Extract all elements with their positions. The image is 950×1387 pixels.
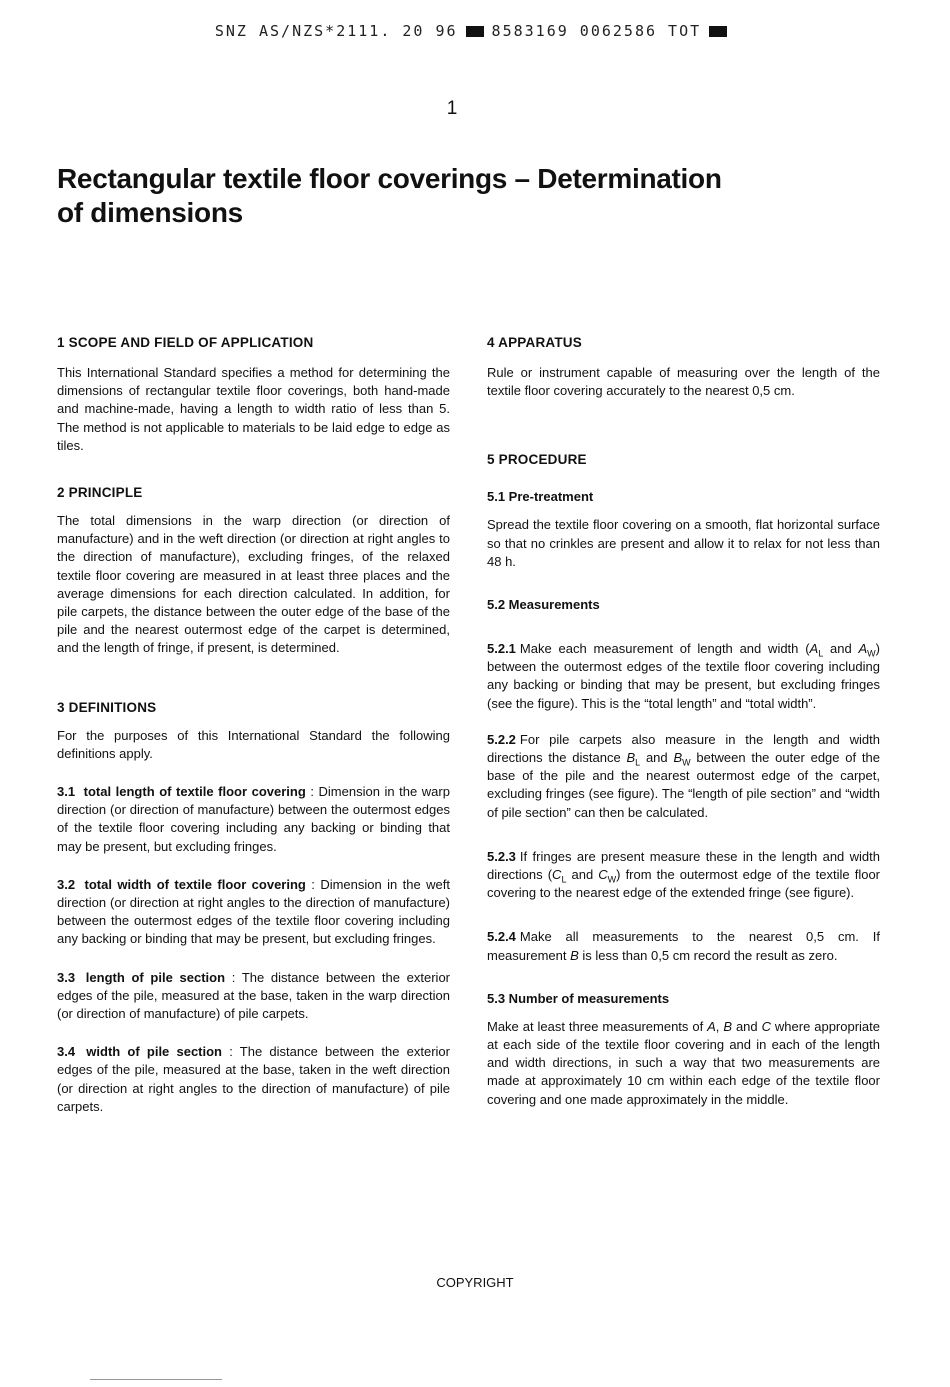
footer-rule [90, 1379, 222, 1380]
variable: B [723, 1018, 733, 1034]
clause-5-2-3 [487, 848, 880, 903]
section-heading-definitions: 3 DEFINITIONS [57, 699, 157, 715]
variable: A [707, 1018, 716, 1034]
variable-subscript: W [607, 874, 617, 885]
document-code-number: 8583169 0062586 TOT [491, 22, 702, 40]
subsection-heading-pretreatment: 5.1 Pre-treatment [487, 489, 594, 505]
number-of-measurements-paragraph [487, 1018, 880, 1109]
variable-subscript: L [561, 874, 567, 885]
black-block-mark [466, 26, 484, 37]
variable-subscript: W [867, 648, 876, 659]
clause-text: and [640, 750, 674, 766]
pretreatment-paragraph: Spread the textile floor covering on a smooth, flat horizontal surface so that no crinkles are present and allow it to relax for not less than 48 h. [487, 517, 880, 569]
variable: C [552, 867, 562, 883]
variable: B [626, 750, 636, 766]
section-heading-scope: 1 SCOPE AND FIELD OF APPLICATION [57, 335, 314, 350]
definition-3-1: 3.1 total length of textile floor covering : Dimension in the warp direction (or direction of manufacture) between the outermost edges of the textile floor covering including any backing or binding that may be present, but excluding fringes. [57, 784, 450, 854]
subsection-heading-measurements: 5.2 Measurements [487, 597, 600, 613]
document-code-header [0, 22, 950, 40]
scope-paragraph: This International Standard specifies a method for determining the dimensions of rectangular textile floor coverings, both hand-made and machine-made, having a length to width ratio of less than 5. The method is not applicable to materials to be laid edge to edge as tiles. [57, 365, 450, 453]
right-column [487, 335, 880, 1109]
definition-3-4: 3.4 width of pile section : The distance between the exterior edges of the pile, measured at the base, taken in the weft direction (or direction at right angles to the direction of manufacture) of pile carpets. [57, 1044, 450, 1114]
variable: B [570, 947, 579, 963]
definition-3-3: 3.3 length of pile section : The distance between the exterior edges of the pile, measured at the base, taken in the warp direction (or direction of manufacture) of pile carpets. [57, 969, 450, 1022]
definition-number: 3.1 [57, 784, 76, 800]
title-line-2: of dimensions [57, 197, 243, 228]
definition-body: The distance between the exterior edges of the pile, measured at the base, taken in the warp direction (or direction of manufacture) of pile carpets. [57, 969, 450, 1022]
variable-subscript: W [682, 757, 691, 768]
principle-paragraph: The total dimensions in the warp direction (or direction of manufacture) and in the weft direction (or direction at right angles to the direction of manufacture), excluding fringes, of the relaxed textile floor covering are measured in at least three places and the average dimensions for each direction calculated. In addition, for pile carpets, the distance between the outer edge of the base of the pile and the nearest outermost edge of the carpet is determined, and the length of fringe, if present, is determined. [57, 513, 450, 656]
clause-text: , [715, 1018, 724, 1034]
black-block-mark [709, 26, 727, 37]
clause-text: and [566, 867, 599, 883]
clause-text: where appropriate at each side of the textile floor covering and in each of the length and width directions, in such a way that two measurements are made at approximately 10 cm within each edge of the textile floor covering and one made approximately in the middle. [487, 1018, 881, 1107]
clause-5-2-2 [487, 731, 880, 822]
clause-text: Make at least three measurements of [487, 1018, 708, 1034]
subsection-heading-number-of-measurements: 5.3 Number of measurements [487, 990, 670, 1006]
definition-number: 3.2 [57, 876, 76, 892]
variable: A [809, 641, 819, 657]
variable: B [673, 750, 683, 766]
clause-text: ) between the outermost edges of the textile floor covering including any backing or binding that may be present, but excluding fringes (see the figure). This is the “total length” and “total width”. [487, 641, 880, 711]
clause-text: and [732, 1018, 762, 1034]
clause-text: Make all measurements to the nearest 0,5 cm. If measurement [487, 929, 880, 963]
document-code: SNZ AS/NZS*2111. 20 96 [214, 22, 458, 40]
clause-text: If fringes are present measure these in the length and width directions ( [487, 848, 880, 883]
clause-number: 5.2.3 [487, 848, 516, 864]
definition-number: 3.4 [57, 1044, 76, 1060]
apparatus-paragraph: Rule or instrument capable of measuring over the length of the textile floor covering accurately to the nearest 0,5 cm. [487, 365, 880, 399]
definition-body: Dimension in the warp direction (or direction of manufacture) between the outermost edges of the textile floor covering including any backing or binding that may be present, but excluding fringes. [57, 784, 450, 854]
variable: C [761, 1018, 771, 1034]
variable-subscript: L [818, 648, 824, 659]
copyright-footer: COPYRIGHT [436, 1275, 514, 1290]
definition-term: length of pile section [85, 969, 226, 985]
definition-body: The distance between the exterior edges of the pile, measured at the base, taken in the weft direction (or direction at right angles to the direction of manufacture) of pile carpets. [57, 1044, 450, 1114]
clause-text: Make each measurement of length and width ( [519, 641, 810, 657]
definition-number: 3.3 [57, 969, 76, 985]
variable: A [858, 641, 868, 657]
clause-number: 5.2.4 [487, 929, 516, 945]
definition-3-2: 3.2 total width of textile floor covering : Dimension in the weft direction (or direction at right angles to the direction of manufacture) between the outermost edges of the textile floor covering including any backing or binding that may be present, but excluding fringes. [57, 876, 451, 947]
section-heading-procedure: 5 PROCEDURE [487, 452, 587, 468]
clause-number: 5.2.1 [487, 641, 516, 657]
definition-term: total length of textile floor covering [83, 784, 306, 800]
page-number: 1 [446, 98, 458, 119]
section-heading-principle: 2 PRINCIPLE [57, 485, 143, 501]
definition-term: total width of textile floor covering [84, 876, 306, 892]
section-heading-apparatus: 4 APPARATUS [487, 335, 582, 350]
clause-5-2-1 [487, 640, 880, 713]
variable-subscript: L [635, 757, 641, 768]
definitions-intro: For the purposes of this International Standard the following definitions apply. [57, 727, 450, 761]
clause-text: ) from the outermost edge of the textile floor covering to the nearest edge of the extended fringe (see figure). [487, 867, 880, 901]
clause-text: and [823, 641, 859, 657]
definition-body: Dimension in the weft direction (or direction at right angles to the direction of manufacture) between the outermost edges of the textile floor covering including any backing or binding that may be present, but excluding fringes. [57, 876, 451, 947]
clause-text: For pile carpets also measure in the length and width directions the distance [487, 731, 880, 766]
clause-text: is less than 0,5 cm record the result as zero. [578, 947, 838, 963]
title-line-1: Rectangular textile floor coverings – Determination [57, 163, 722, 194]
left-column [57, 335, 450, 1116]
clause-text: between the outer edge of the base of the pile and the nearest outermost edge of the carpet, excluding fringes (see figure). The “length of pile section” and “width of pile section” can then be calculated. [487, 750, 880, 820]
clause-5-2-4 [487, 928, 880, 964]
document-title [57, 162, 817, 230]
definition-term: width of pile section [86, 1044, 222, 1060]
clause-number: 5.2.2 [487, 731, 516, 747]
variable: C [598, 867, 608, 883]
